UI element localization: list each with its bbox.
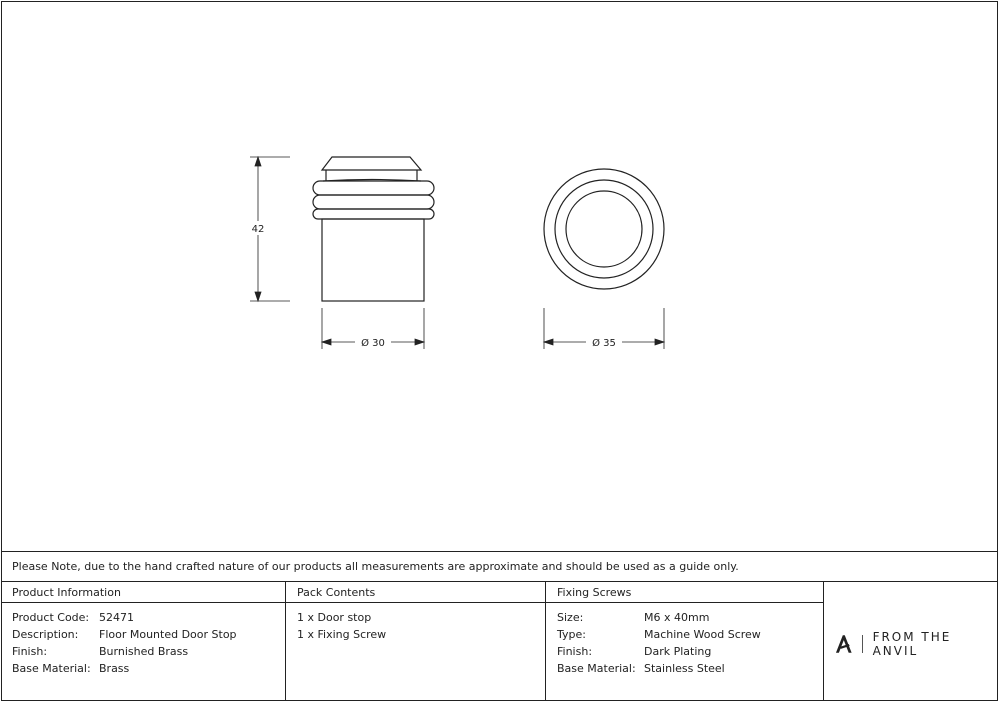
brand-logo xyxy=(834,630,1000,658)
product-info-label: Base Material: xyxy=(12,662,91,675)
product-info-label: Description: xyxy=(12,628,79,641)
product-info-label: Product Code: xyxy=(12,611,90,624)
pack-contents-item: 1 x Door stop xyxy=(297,611,372,624)
product-info-label: Finish: xyxy=(12,645,48,658)
side-view xyxy=(313,157,434,301)
brand-separator xyxy=(862,635,863,653)
product-info-value: Floor Mounted Door Stop xyxy=(99,628,237,641)
fixing-screws-label: Base Material: xyxy=(557,662,636,675)
top-view xyxy=(544,169,664,289)
fixing-screws-value: Dark Plating xyxy=(644,645,712,658)
side-diameter-label: Ø 30 xyxy=(361,338,385,349)
disclaimer-note: Please Note, due to the hand crafted nature of our products all measurements are approximate and should be used as a guide only. xyxy=(12,560,739,573)
fixing-screws-label: Type: xyxy=(557,628,586,641)
height-label: 42 xyxy=(251,224,265,235)
note-top-divider xyxy=(1,551,998,552)
fixing-screws-label: Finish: xyxy=(557,645,593,658)
pack-contents-header: Pack Contents xyxy=(297,586,376,599)
top-diameter-label: Ø 35 xyxy=(592,338,616,349)
product-information-header: Product Information xyxy=(12,586,121,599)
fixing-screws-value: Machine Wood Screw xyxy=(644,628,761,641)
column-divider-3 xyxy=(823,581,824,701)
product-info-value: Brass xyxy=(99,662,130,675)
fixing-screws-header: Fixing Screws xyxy=(557,586,632,599)
fixing-screws-value: M6 x 40mm xyxy=(644,611,710,624)
fixing-screws-label: Size: xyxy=(557,611,584,624)
header-divider xyxy=(1,602,823,603)
table-top-divider xyxy=(1,581,998,582)
column-divider-1 xyxy=(285,581,286,701)
fixing-screws-value: Stainless Steel xyxy=(644,662,725,675)
product-info-value: 52471 xyxy=(99,611,134,624)
column-divider-2 xyxy=(545,581,546,701)
anvil-logo-icon xyxy=(834,633,854,655)
pack-contents-item: 1 x Fixing Screw xyxy=(297,628,387,641)
product-info-value: Burnished Brass xyxy=(99,645,189,658)
brand-name: FROM THE ANVIL xyxy=(872,630,952,658)
